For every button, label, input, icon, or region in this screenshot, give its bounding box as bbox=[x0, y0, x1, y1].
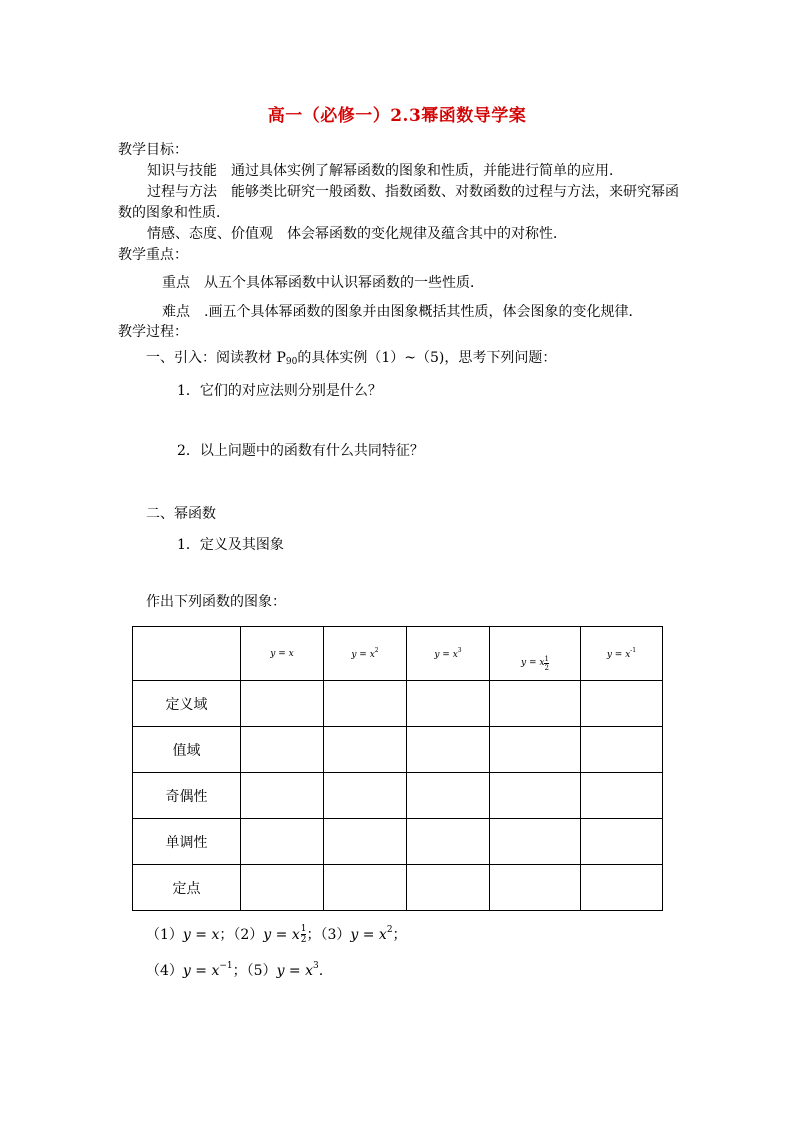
row-label-parity: 奇偶性 bbox=[133, 773, 241, 819]
header-y-eq-x: y = x bbox=[241, 627, 324, 681]
intro-line bbox=[146, 350, 556, 370]
table-row bbox=[133, 727, 663, 773]
answer-cell[interactable] bbox=[407, 773, 490, 819]
question-1: 1．它们的对应法则分别是什么？ bbox=[177, 383, 382, 399]
properties-table bbox=[132, 626, 663, 911]
objective-process-line2: 数的图象和性质． bbox=[118, 205, 230, 221]
row-label-monotonicity: 单调性 bbox=[133, 819, 241, 865]
key-point-focus: 重点 从五个具体幂函数中认识幂函数的一些性质． bbox=[162, 275, 484, 291]
definition-heading: 1．定义及其图象 bbox=[177, 537, 284, 553]
answer-cell[interactable] bbox=[241, 819, 324, 865]
func-2: y = x bbox=[263, 927, 300, 943]
intro-prefix: 一、引入：阅读教材 P bbox=[146, 350, 286, 366]
objective-process-line1: 过程与方法 能够类比研究一般函数、指数函数、对数函数的过程与方法，来研究幂函 bbox=[147, 184, 679, 200]
header-y-eq-x2: $y = x^2$ bbox=[324, 627, 407, 681]
section-power-function: 二、幂函数 bbox=[146, 506, 216, 522]
answer-cell[interactable] bbox=[581, 865, 663, 911]
func-1: y = x bbox=[182, 927, 220, 943]
answer-cell[interactable] bbox=[324, 865, 407, 911]
row-label-fixed-point: 定点 bbox=[133, 865, 241, 911]
table-row bbox=[133, 681, 663, 727]
function-list-line2: $(4)y = x^{-1}$；$(5)y = x^3$. bbox=[146, 961, 324, 979]
answer-cell[interactable] bbox=[407, 865, 490, 911]
header-y-eq-x3: $y = x^3$ bbox=[407, 627, 490, 681]
answer-cell[interactable] bbox=[490, 727, 581, 773]
objectives-heading: 教学目标： bbox=[118, 142, 188, 158]
answer-cell[interactable] bbox=[324, 727, 407, 773]
key-point-difficulty: 难点 .画五个具体幂函数的图象并由图象概括其性质，体会图象的变化规律． bbox=[162, 304, 643, 320]
answer-cell[interactable] bbox=[241, 773, 324, 819]
objective-attitude: 情感、态度、价值观 体会幂函数的变化规律及蕴含其中的对称性． bbox=[147, 226, 567, 242]
answer-cell[interactable] bbox=[241, 727, 324, 773]
answer-cell[interactable] bbox=[490, 819, 581, 865]
answer-cell[interactable] bbox=[407, 819, 490, 865]
answer-cell[interactable] bbox=[324, 681, 407, 727]
answer-cell[interactable] bbox=[407, 681, 490, 727]
question-2: 2．以上问题中的函数有什么共同特征？ bbox=[177, 443, 424, 459]
function-list-line1: （1）y = x；（2）y = x $\frac{1}{2}$ ；$(3)y = x^2$； bbox=[146, 924, 407, 945]
func-3: y = x bbox=[350, 927, 387, 943]
intro-suffix: 的具体实例（1）~（5)，思考下列问题： bbox=[297, 350, 557, 366]
table-header-row bbox=[133, 627, 663, 681]
func-4: y = x bbox=[182, 963, 220, 979]
answer-cell[interactable] bbox=[581, 727, 663, 773]
header-y-eq-x-neg1: $y = x^{-1}$ bbox=[581, 627, 663, 681]
row-label-domain: 定义域 bbox=[133, 681, 241, 727]
table-corner-cell[interactable] bbox=[133, 627, 241, 681]
answer-cell[interactable] bbox=[490, 865, 581, 911]
page-title: 高一（必修一）2.3幂函数导学案 bbox=[267, 106, 527, 126]
answer-cell[interactable] bbox=[490, 773, 581, 819]
answer-cell[interactable] bbox=[581, 819, 663, 865]
answer-cell[interactable] bbox=[407, 727, 490, 773]
answer-cell[interactable] bbox=[324, 773, 407, 819]
func-5: y = x bbox=[276, 963, 313, 979]
row-label-range: 值域 bbox=[133, 727, 241, 773]
process-heading: 教学过程： bbox=[118, 324, 188, 340]
draw-instruction: 作出下列函数的图象： bbox=[146, 594, 286, 610]
table-row bbox=[133, 819, 663, 865]
answer-cell[interactable] bbox=[490, 681, 581, 727]
answer-cell[interactable] bbox=[241, 865, 324, 911]
answer-cell[interactable] bbox=[581, 773, 663, 819]
objective-knowledge: 知识与技能 通过具体实例了解幂函数的图象和性质，并能进行简单的应用． bbox=[147, 163, 623, 179]
answer-cell[interactable] bbox=[324, 819, 407, 865]
key-points-heading: 教学重点： bbox=[118, 247, 188, 263]
answer-cell[interactable] bbox=[241, 681, 324, 727]
table-row bbox=[133, 865, 663, 911]
table-row bbox=[133, 773, 663, 819]
header-y-eq-x-half: y = x $\frac{1}{2}$ bbox=[490, 627, 581, 681]
intro-page-sub: 90 bbox=[285, 357, 298, 367]
answer-cell[interactable] bbox=[581, 681, 663, 727]
func-2-exponent: $\frac{1}{2}$ bbox=[300, 924, 307, 945]
